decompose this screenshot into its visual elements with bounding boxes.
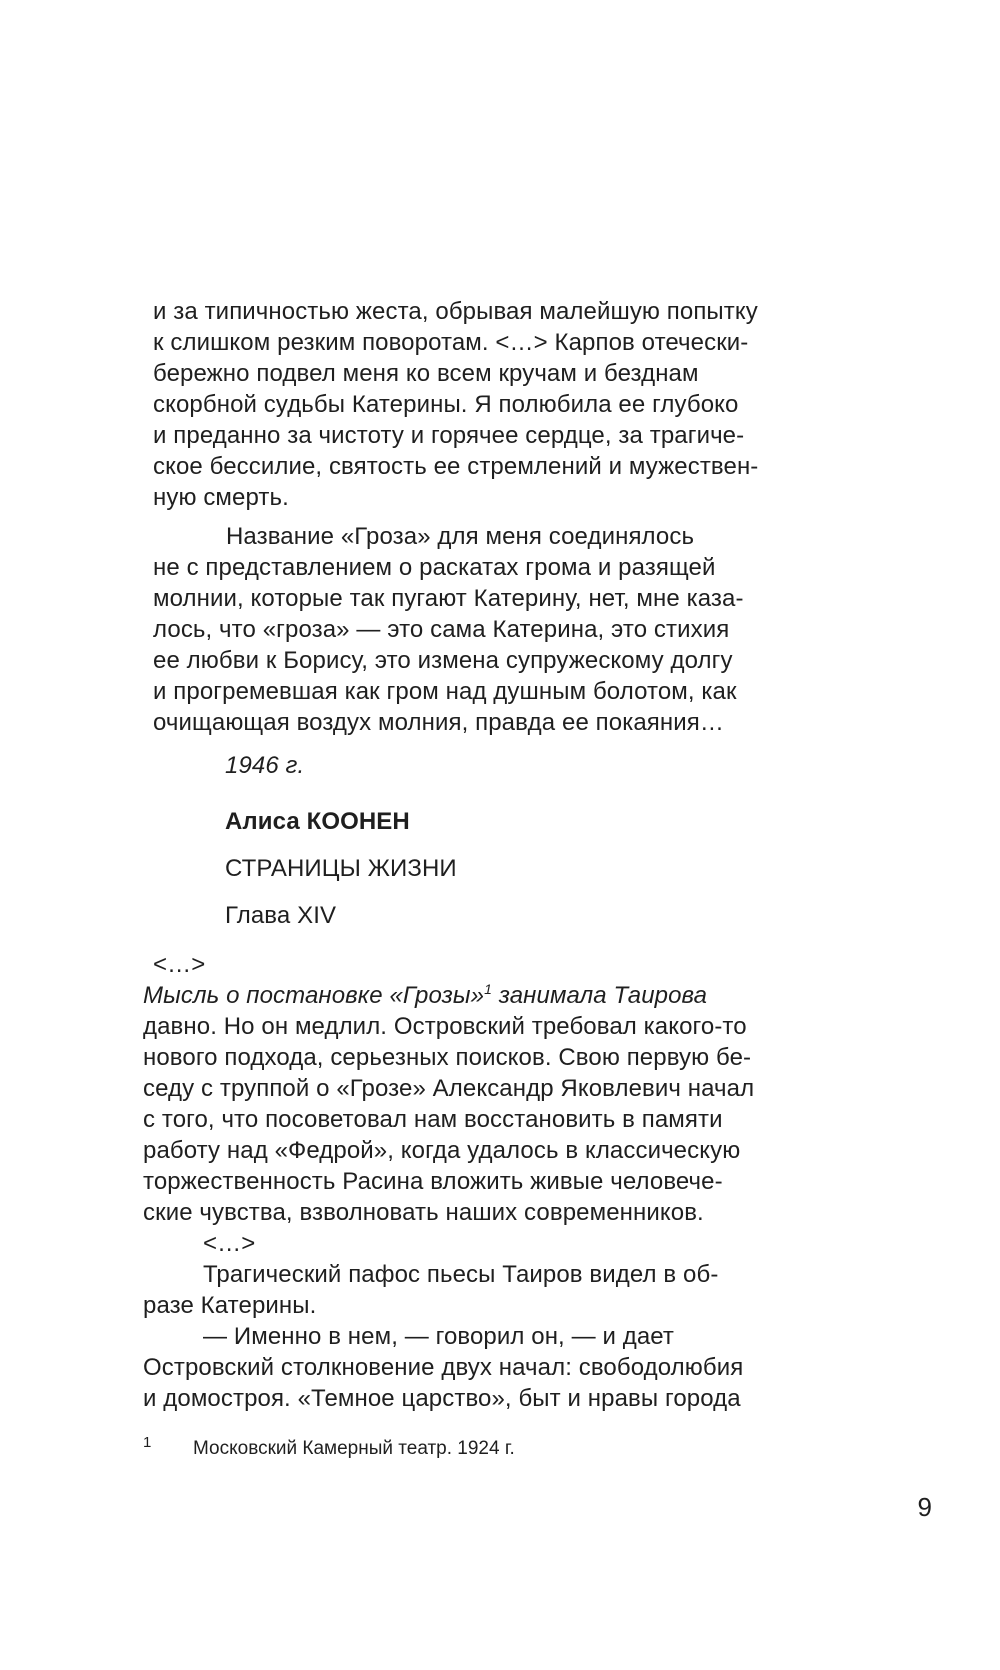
text-line: седу с труппой о «Грозе» Александр Яковлевич начал [143,1075,755,1102]
page-number: 9 [917,1492,932,1522]
text-line: к слишком резким поворотам. <…> Карпов отечески- [153,329,749,356]
text-line: не с представлением о раскатах грома и разящей [153,554,716,581]
text-line: Название «Гроза» для меня соединялось [226,523,695,550]
text-line: и прогремевшая как гром над душным болотом, как [153,678,737,705]
ellipsis: <…> [153,951,206,978]
book-title: СТРАНИЦЫ ЖИЗНИ [225,855,457,882]
footnote-reference[interactable]: 1 [484,981,492,997]
text-line: и за типичностью жеста, обрывая малейшую попытку [153,298,758,325]
author-name: Алиса КООНЕН [225,808,410,835]
text-line: с того, что посоветовал нам восстановить в памяти [143,1106,723,1133]
ellipsis: <…> [203,1230,256,1257]
text-line: и домостроя. «Темное царство», быт и нравы города [143,1385,741,1412]
text-line: скорбной судьбы Катерины. Я полюбила ее глубоко [153,391,739,418]
date: 1946 г. [225,752,305,779]
text-line: очищающая воздух молния, правда ее покаяния… [153,709,724,736]
text-line: ную смерть. [153,484,289,511]
italic-text: Мысль о постановке «Грозы» [143,982,485,1009]
text-line: ее любви к Борису, это измена супружескому долгу [153,647,733,674]
chapter-title: Глава XIV [225,902,337,929]
italic-line [143,980,707,1011]
text-line: торжественность Расина вложить живые человече- [143,1168,723,1195]
footnote-number: 1 [143,1434,152,1451]
text-line: работу над «Федрой», когда удалось в классическую [143,1137,741,1164]
italic-text-rest: занимала Таирова [491,982,708,1009]
text-line: разе Катерины. [143,1292,317,1319]
text-line: давно. Но он медлил. Островский требовал какого-то [143,1013,747,1040]
text-line: лось, что «гроза» — это сама Катерина, это стихия [153,616,730,643]
footnote-text: Московский Камерный театр. 1924 г. [193,1438,515,1459]
text-line: — Именно в нем, — говорил он, — и дает [203,1323,675,1350]
text-line: ские чувства, взволновать наших современников. [143,1199,704,1226]
text-line: Островский столкновение двух начал: свободолюбия [143,1354,744,1381]
text-line: нового подхода, серьезных поисков. Свою первую бе- [143,1044,752,1071]
text-line: и преданно за чистоту и горячее сердце, за трагиче- [153,422,745,449]
text-line: Трагический пафос пьесы Таиров видел в об- [203,1261,719,1288]
text-line: ское бессилие, святость ее стремлений и мужествен- [153,453,759,480]
text-line: бережно подвел меня ко всем кручам и безднам [153,360,699,387]
text-line: молнии, которые так пугают Катерину, нет, мне каза- [153,585,744,612]
